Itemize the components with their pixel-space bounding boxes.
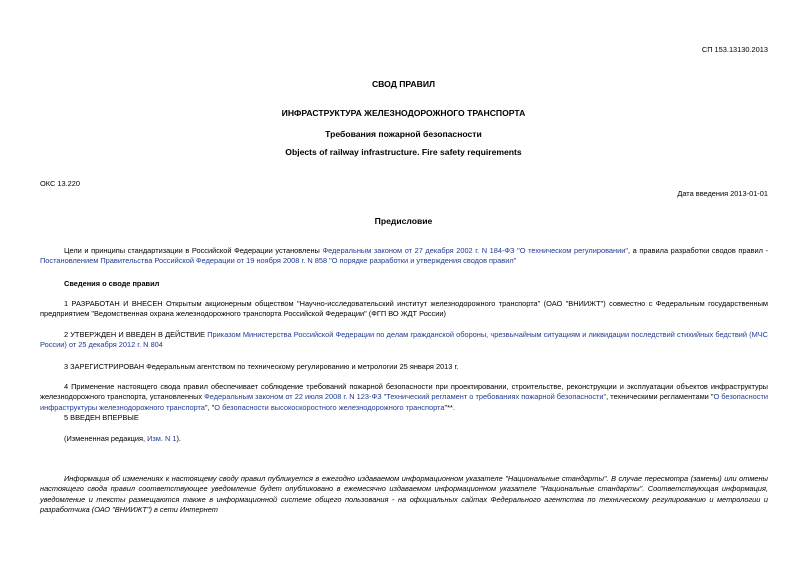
- info-item-4: [40, 382, 768, 413]
- info-item-5: 5 ВВЕДЕН ВПЕРВЫЕ: [64, 413, 139, 422]
- introduction-date: Дата введения 2013-01-01: [677, 189, 768, 198]
- info-item-1: 1 РАЗРАБОТАН И ВНЕСЕН Открытым акционерным обществом "Научно-исследовательский институт железнодорожного транспорта" (ОАО "ВНИИЖТ") совместно с Федеральным государственным предприятием "Ведомственная охрана железнодорожного транспорта Российской Федерации" (ФГП ВО ЖДТ России): [40, 299, 768, 319]
- document-title-english: Objects of railway infrastructure. Fire safety requirements: [285, 147, 522, 157]
- info-item-4-text-4: "**.: [444, 402, 455, 412]
- preface-heading: Предисловие: [374, 216, 433, 226]
- amendment-text: (Измененная редакция,: [64, 434, 148, 443]
- info-item-2: [40, 330, 768, 351]
- railway-infrastructure-regulation-link[interactable]: О безопасности инфраструктуры железнодорожного транспорта: [40, 392, 768, 412]
- amendment-1-link[interactable]: Изм. N 1: [147, 434, 177, 443]
- document-code: СП 153.13130.2013: [701, 45, 768, 54]
- info-item-2-text: 2 УТВЕРЖДЕН И ВВЕДЕН В ДЕЙСТВИЕ: [64, 330, 208, 339]
- preface-text-2: , а правила разработки сводов правил -: [628, 246, 769, 255]
- info-item-3: 3 ЗАРЕГИСТРИРОВАН Федеральным агентством по техническому регулированию и метрологии 25 января 2013 г.: [64, 362, 459, 371]
- info-item-4-text: 4 Применение настоящего свода правил обеспечивает соблюдение требований пожарной безопасности при проектировании, строительстве, реконструкции и эксплуатации объектов инфраструктуры железнодорожного транспорта, установленных: [40, 382, 768, 402]
- mchs-order-804-link[interactable]: Приказом Министерства Российской Федерации по делам гражданской обороны, чрезвычайным ситуациям и ликвидации последствий стихийных бедствий (МЧС России) от 25 декабря 2012 г. N 804: [40, 330, 768, 350]
- federal-law-123-link[interactable]: Федеральным законом от 22 июля 2008 г. N 123-ФЗ "Технический регламент о требованиях пожарной безопасности": [204, 392, 607, 402]
- oks-code: ОКС 13.220: [40, 179, 80, 188]
- amendment-note: [64, 434, 181, 444]
- preface-paragraph: [40, 246, 768, 267]
- government-decree-858-link[interactable]: Постановлением Правительства Российской Федерации от 19 ноября 2008 г. N 858 "О порядке разработки и утверждения сводов правил": [40, 256, 517, 266]
- document-subtitle: Требования пожарной безопасности: [325, 129, 482, 139]
- info-item-4-text-2: , техническими регламентами ": [606, 392, 714, 402]
- amendment-text-2: ).: [176, 434, 181, 443]
- federal-law-184-link[interactable]: Федеральным законом от 27 декабря 2002 г. N 184-ФЗ "О техническом регулировании": [322, 246, 629, 255]
- high-speed-railway-regulation-link[interactable]: О безопасности высокоскоростного железнодорожного транспорта: [214, 402, 445, 412]
- publication-notice: Информация об изменениях к настоящему своду правил публикуется в ежегодно издаваемом информационном указателе "Национальные стандарты". В случае пересмотра (замены) или отмены настоящего свода правил соответствующее уведомление будет опубликовано в ежемесячно издаваемом информационном указателе "Национальные стандарты". Соответствующая информация, уведомление и тексты размещаются также в информационной системе общего пользования - на официальных сайтах Федерального агентства по техническому регулированию и метрологии и разработчика (ОАО "ВНИИЖТ") в сети Интернет: [40, 474, 768, 515]
- info-heading: Сведения о своде правил: [64, 279, 160, 288]
- preface-text: Цели и принципы стандартизации в Российской Федерации установлены: [64, 246, 323, 255]
- document-heading: СВОД ПРАВИЛ: [371, 79, 436, 89]
- document-title: ИНФРАСТРУКТУРА ЖЕЛЕЗНОДОРОЖНОГО ТРАНСПОРТА: [281, 108, 526, 118]
- info-item-4-text-3: ", ": [204, 402, 215, 412]
